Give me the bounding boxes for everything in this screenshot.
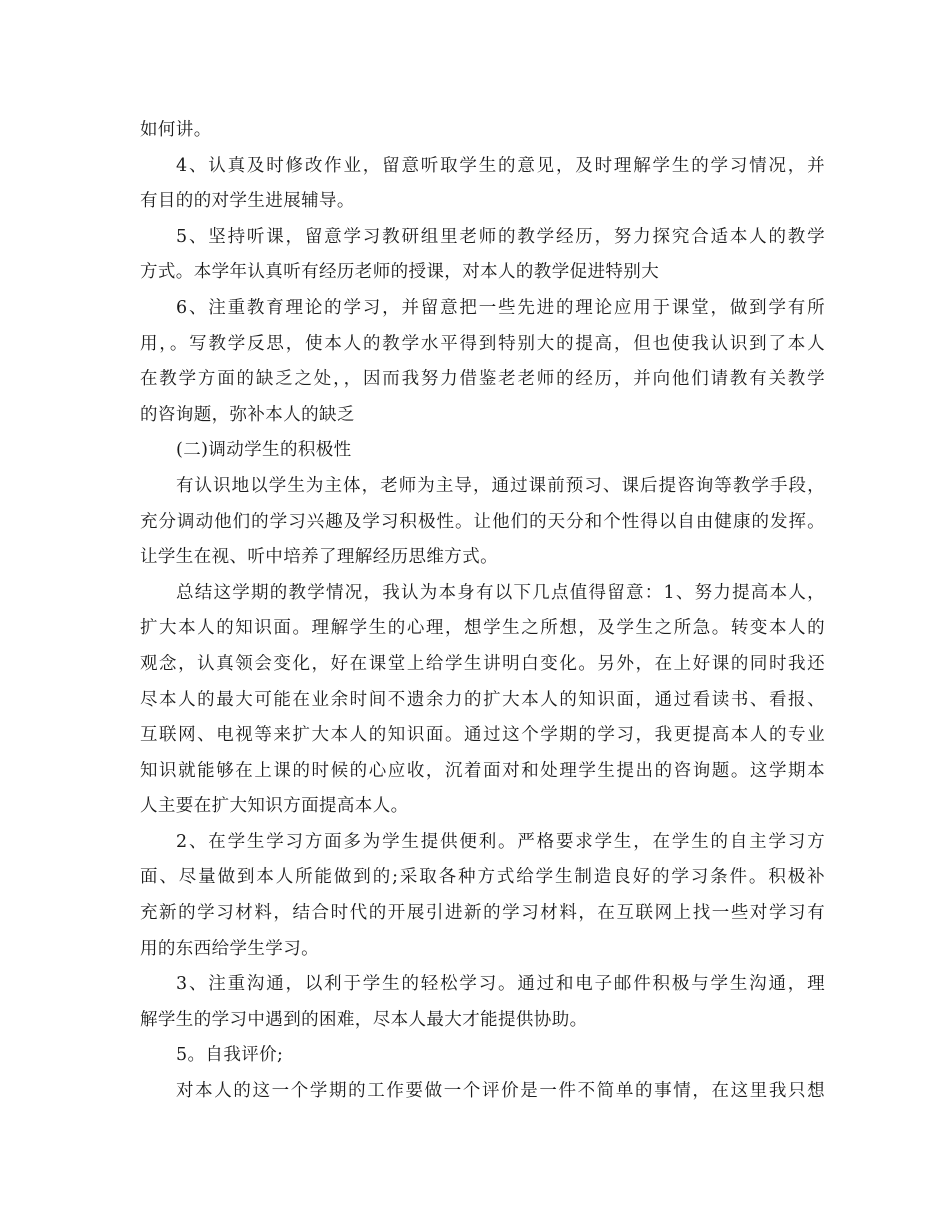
text-line: (二)调动学生的积极性 (176, 440, 352, 461)
document-body (140, 113, 825, 1110)
text-line: 尽本人的最大可能在业余时间不遗余力的扩大本人的知识面，通过看读书、看报、 (140, 689, 825, 710)
text-line: 互联网、电视等来扩大本人的知识面。通过这个学期的学习，我更提高本人的专业 (140, 725, 825, 746)
text-line: 3、注重沟通，以利于学生的轻松学习。通过和电子邮件积极与学生沟通，理 (176, 974, 825, 995)
text-line: 在教学方面的缺乏之处，，因而我努力借鉴老老师的经历，并向他们请教有关教学 (140, 369, 825, 390)
text-line: 有目的的对学生进展辅导。 (140, 191, 355, 212)
text-line: 如何讲。 (140, 120, 212, 140)
text-line: 人主要在扩大知识方面提高本人。 (140, 796, 409, 817)
text-line: 有认识地以学生为主体，老师为主导，通过课前预习、课后提咨询等教学手段， (176, 475, 825, 496)
text-line: 面、尽量做到本人所能做到的;采取各种方式给学生制造良好的学习条件。积极补 (140, 867, 825, 888)
text-line: 充分调动他们的学习兴趣及学习积极性。让他们的天分和个性得以自由健康的发挥。 (140, 511, 825, 532)
text-line: 的咨询题，弥补本人的缺乏 (140, 404, 355, 425)
text-line: 对本人的这一个学期的工作要做一个评价是一件不简单的事情，在这里我只想 (176, 1081, 825, 1102)
text-line: 6、注重教育理论的学习，并留意把一些先进的理论应用于课堂，做到学有所 (176, 297, 825, 318)
text-line: 观念，认真领会变化，好在课堂上给学生讲明白变化。另外，在上好课的同时我还 (140, 653, 825, 674)
text-line: 用，。写教学反思，使本人的教学水平得到特别大的提高，但也使我认识到了本人 (140, 333, 825, 354)
text-line: 解学生的学习中遇到的困难，尽本人最大才能提供协助。 (140, 1009, 588, 1030)
text-line: 5、坚持听课，留意学习教研组里老师的教学经历，努力探究合适本人的教学 (176, 226, 825, 247)
text-line: 扩大本人的知识面。理解学生的心理，想学生之所想，及学生之所急。转变本人的 (140, 618, 825, 639)
text-line: 总结这学期的教学情况，我认为本身有以下几点值得留意：1、努力提高本人， (176, 582, 825, 603)
text-line: 让学生在视、听中培养了理解经历思维方式。 (140, 547, 498, 568)
text-line: 用的东西给学生学习。 (140, 938, 319, 959)
text-line: 充新的学习材料，结合时代的开展引进新的学习材料，在互联网上找一些对学习有 (140, 903, 825, 924)
text-line: 2、在学生学习方面多为学生提供便利。严格要求学生，在学生的自主学习方 (176, 831, 825, 852)
text-line: 方式。本学年认真听有经历老师的授课，对本人的教学促进特别大 (140, 262, 660, 283)
text-line: 5。自我评价; (176, 1045, 284, 1066)
text-line: 知识就能够在上课的时候的心应收，沉着面对和处理学生提出的咨询题。这学期本 (140, 760, 825, 781)
text-line: 4、认真及时修改作业，留意听取学生的意见，及时理解学生的学习情况，并 (176, 155, 825, 176)
